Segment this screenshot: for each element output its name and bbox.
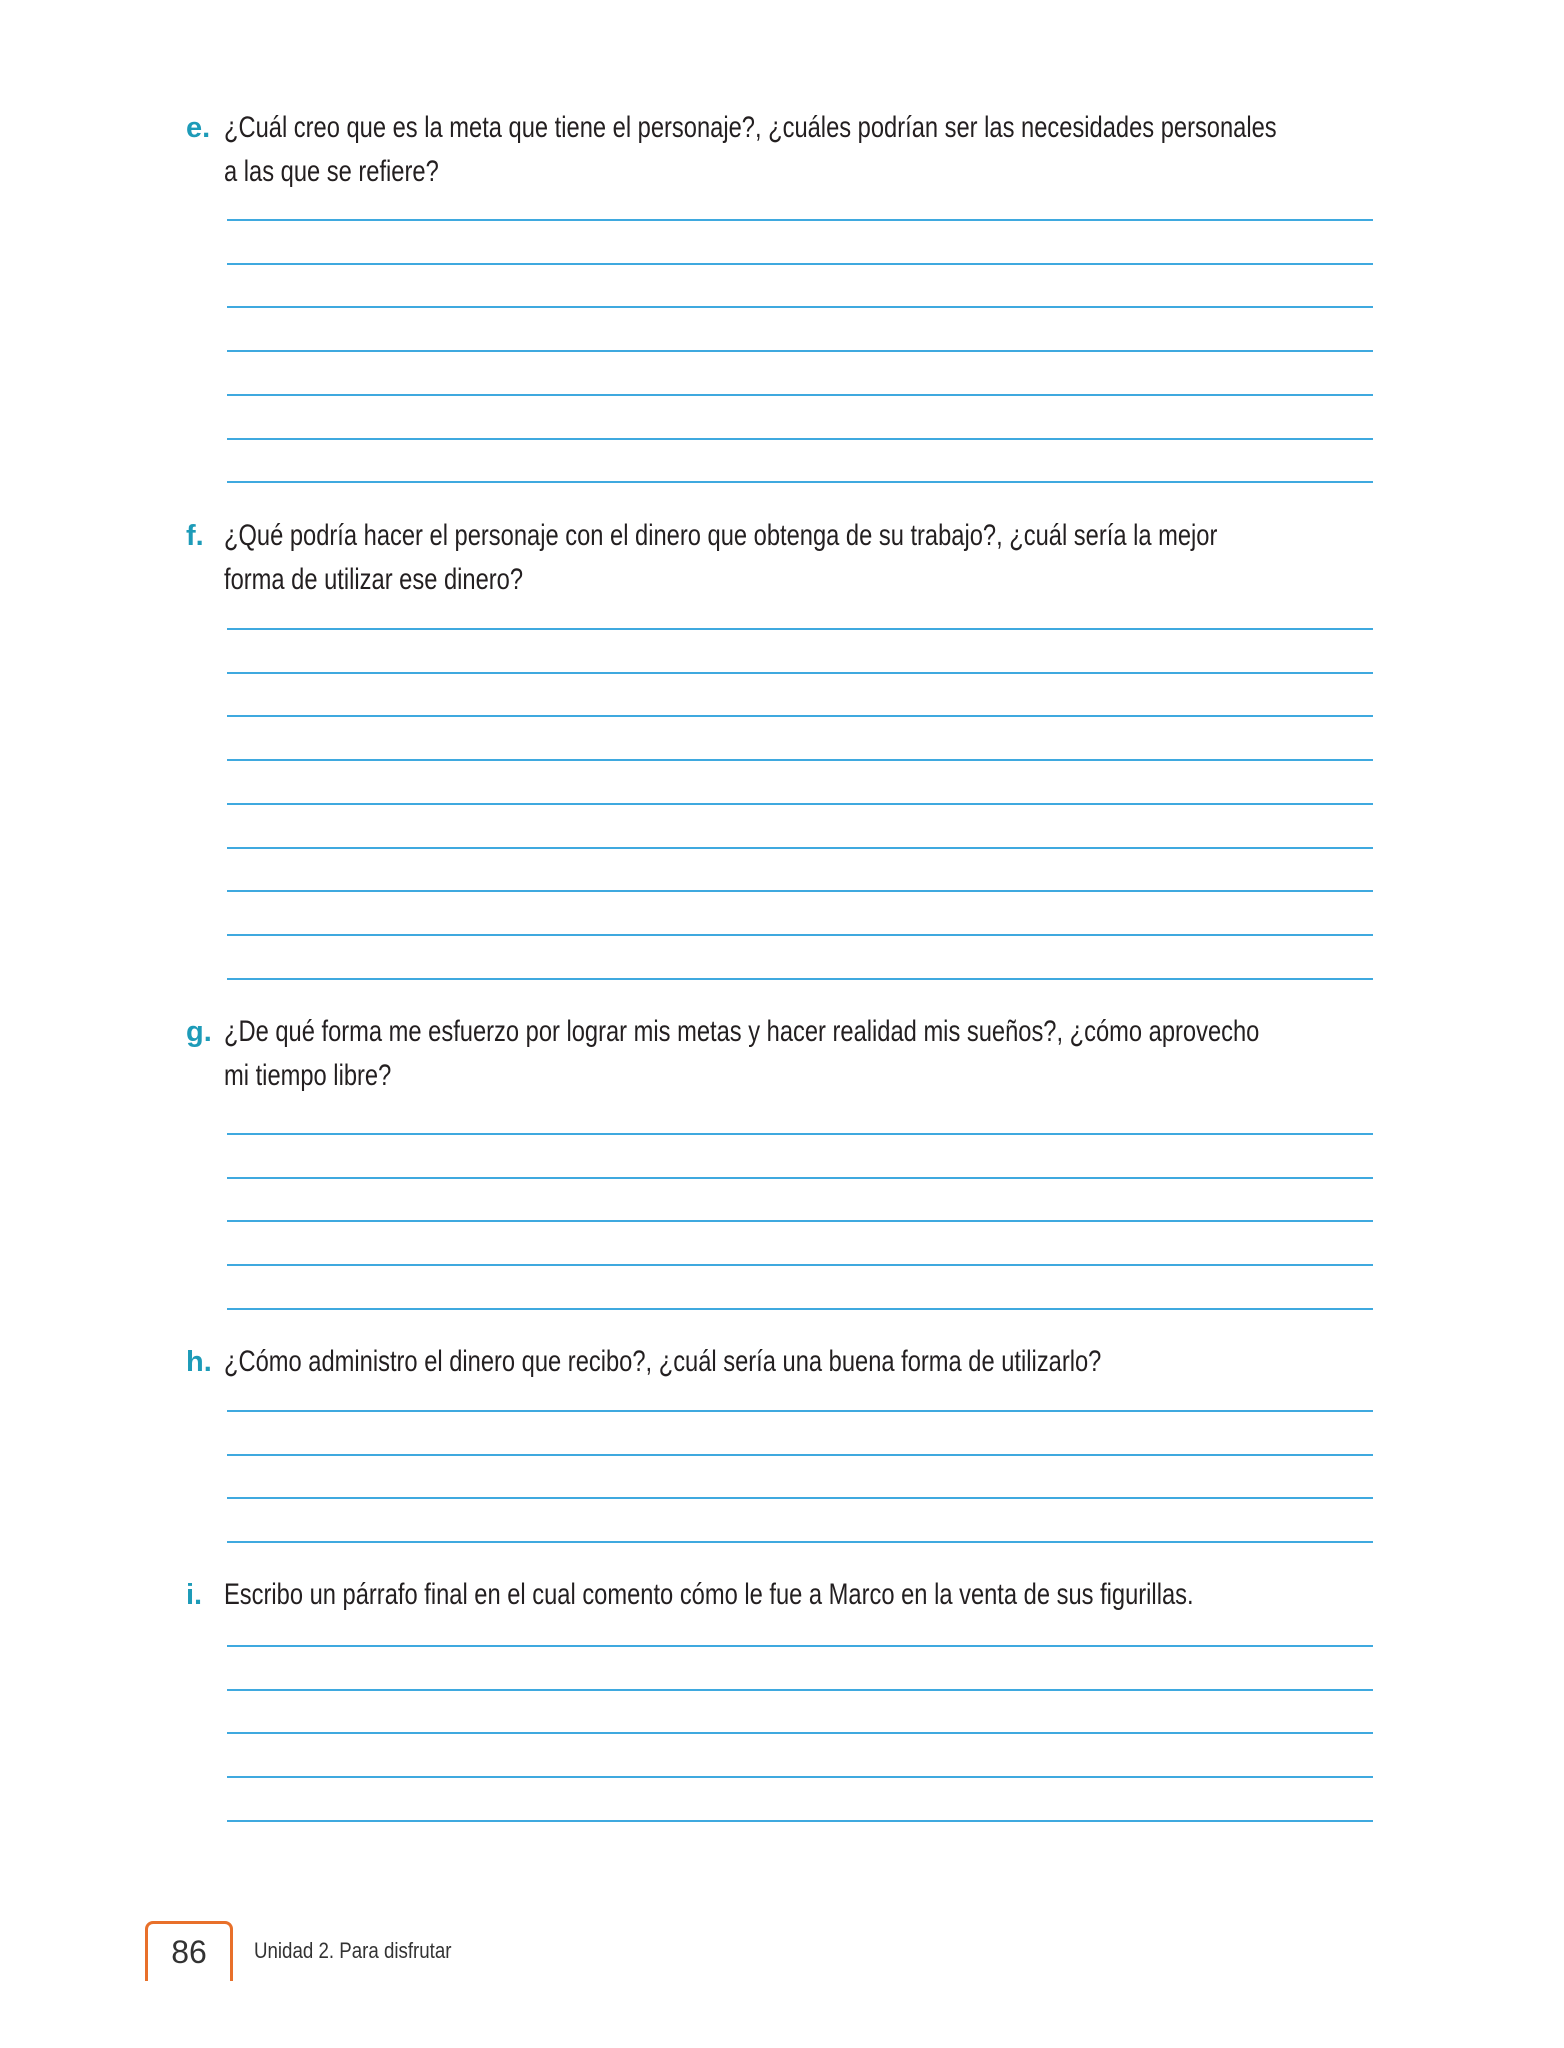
answer-line[interactable]: [227, 672, 1373, 674]
question-label: i.: [186, 1579, 203, 1611]
answer-line[interactable]: [227, 1732, 1373, 1734]
answer-line[interactable]: [227, 219, 1373, 221]
answer-line[interactable]: [227, 847, 1373, 849]
question-text: [224, 1340, 1564, 1384]
answer-line[interactable]: [227, 1133, 1373, 1135]
question-text: [224, 514, 1564, 602]
answer-line[interactable]: [227, 1497, 1373, 1499]
question-text-line: ¿De qué forma me esfuerzo por lograr mis metas y hacer realidad mis sueños?, ¿cómo aprovecho: [224, 1015, 1260, 1048]
answer-line[interactable]: [227, 1820, 1373, 1822]
question-text: [224, 1010, 1564, 1098]
answer-line[interactable]: [227, 1454, 1373, 1456]
answer-line[interactable]: [227, 263, 1373, 265]
answer-line[interactable]: [227, 1645, 1373, 1647]
answer-line[interactable]: [227, 934, 1373, 936]
question-label: h.: [186, 1346, 212, 1378]
answer-line[interactable]: [227, 394, 1373, 396]
answer-line[interactable]: [227, 350, 1373, 352]
answer-line[interactable]: [227, 1689, 1373, 1691]
answer-line[interactable]: [227, 978, 1373, 980]
answer-line[interactable]: [227, 1541, 1373, 1543]
question-label: g.: [186, 1016, 212, 1048]
question-text-line: ¿Cuál creo que es la meta que tiene el personaje?, ¿cuáles podrían ser las necesidades personales: [224, 111, 1277, 144]
question-text-line: forma de utilizar ese dinero?: [224, 563, 524, 596]
answer-line[interactable]: [227, 1776, 1373, 1778]
page-number: 86: [145, 1921, 233, 1981]
question-text: [224, 1573, 1564, 1617]
question-text-line: mi tiempo libre?: [224, 1059, 392, 1092]
answer-line[interactable]: [227, 803, 1373, 805]
question-text: [224, 106, 1564, 194]
answer-line[interactable]: [227, 438, 1373, 440]
answer-line[interactable]: [227, 1264, 1373, 1266]
answer-line[interactable]: [227, 890, 1373, 892]
answer-line[interactable]: [227, 1177, 1373, 1179]
question-label: f.: [186, 520, 204, 552]
answer-line[interactable]: [227, 628, 1373, 630]
question-text-line: ¿Qué podría hacer el personaje con el dinero que obtenga de su trabajo?, ¿cuál sería la mejor: [224, 519, 1218, 552]
question-text-line: Escribo un párrafo final en el cual comento cómo le fue a Marco en la venta de sus figurillas.: [224, 1578, 1194, 1611]
question-text-line: a las que se refiere?: [224, 155, 439, 188]
question-label: e.: [186, 112, 211, 144]
answer-line[interactable]: [227, 715, 1373, 717]
answer-line[interactable]: [227, 1410, 1373, 1412]
answer-line[interactable]: [227, 1220, 1373, 1222]
answer-line[interactable]: [227, 306, 1373, 308]
question-text-line: ¿Cómo administro el dinero que recibo?, ¿cuál sería una buena forma de utilizarlo?: [224, 1345, 1102, 1378]
answer-line[interactable]: [227, 759, 1373, 761]
answer-line[interactable]: [227, 481, 1373, 483]
answer-line[interactable]: [227, 1308, 1373, 1310]
unit-title: Unidad 2. Para disfrutar: [254, 1938, 452, 1963]
